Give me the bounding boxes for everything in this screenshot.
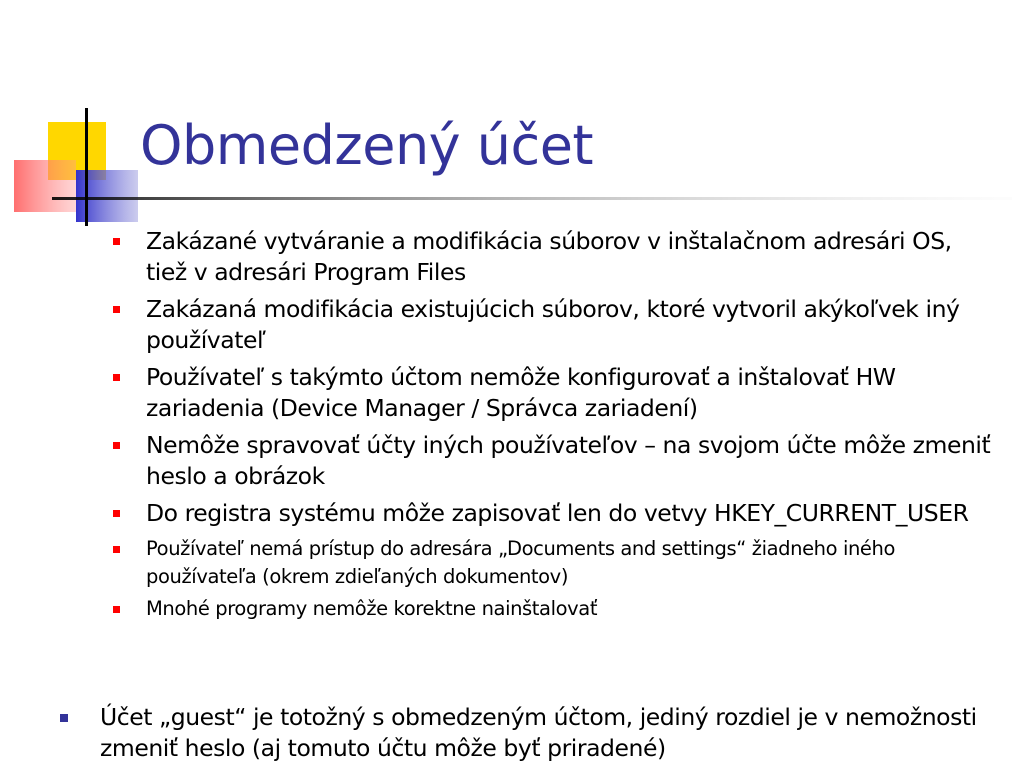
list-item	[112, 294, 992, 356]
deco-red-square	[14, 160, 76, 212]
list-item-text: Účet „guest“ je totožný s obmedzeným účtom, jediný rozdiel je v nemožnosti zmeniť heslo (aj tomuto účtu môže byť priradené)	[100, 703, 977, 762]
red-square-bullet-icon	[113, 606, 120, 613]
red-square-bullet-icon	[113, 510, 120, 517]
list-item	[112, 595, 992, 623]
slide-title: Obmedzený účet	[140, 114, 594, 177]
red-square-bullet-icon	[113, 238, 120, 245]
red-square-bullet-icon	[113, 374, 120, 381]
list-item	[112, 535, 992, 591]
list-item	[112, 430, 992, 492]
list-item-text: Do registra systému môže zapisovať len do vetvy HKEY_CURRENT_USER	[146, 499, 969, 527]
list-item	[112, 362, 992, 424]
sub-bullet-list	[112, 226, 992, 627]
deco-horizontal-line	[52, 197, 1012, 200]
list-item-text: Mnohé programy nemôže korektne nainštalovať	[146, 597, 598, 620]
main-bullet-list	[56, 702, 1006, 764]
blue-square-bullet-icon	[60, 714, 68, 722]
list-item-text: Používateľ s takýmto účtom nemôže konfigurovať a inštalovať HW zariadenia (Device Manager / Správca zariadení)	[146, 363, 896, 422]
red-square-bullet-icon	[113, 546, 120, 553]
list-item-text: Používateľ nemá prístup do adresára „Documents and settings“ žiadneho iného používateľa (okrem zdieľaných dokumentov)	[146, 537, 896, 588]
list-item	[112, 226, 992, 288]
list-item	[56, 702, 1006, 764]
deco-vertical-line	[85, 108, 88, 226]
red-square-bullet-icon	[113, 442, 120, 449]
list-item	[112, 498, 992, 529]
list-item-text: Zakázaná modifikácia existujúcich súborov, ktoré vytvoril akýkoľvek iný používateľ	[146, 295, 960, 354]
list-item-text: Zakázané vytváranie a modifikácia súborov v inštalačnom adresári OS, tiež v adresári Program Files	[146, 227, 952, 286]
list-item-text: Nemôže spravovať účty iných používateľov – na svojom účte môže zmeniť heslo a obrázok	[146, 431, 991, 490]
red-square-bullet-icon	[113, 306, 120, 313]
